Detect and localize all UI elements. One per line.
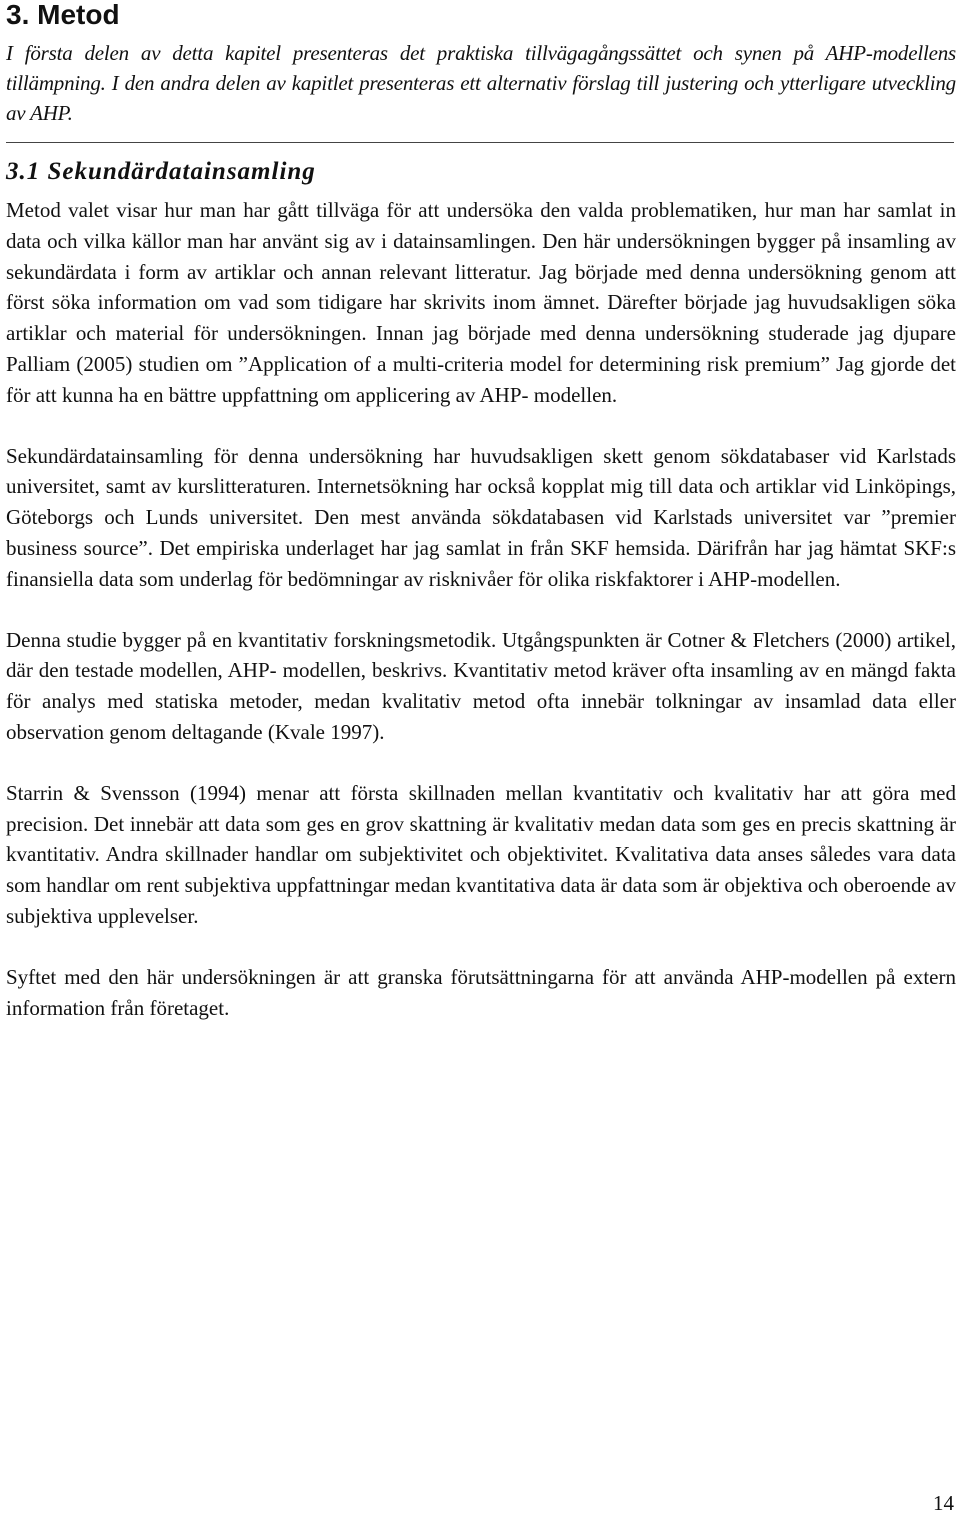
paragraph-quantitative-method: Denna studie bygger på en kvantitativ forskningsmetodik. Utgångspunkten är Cotner & Fletchers (2000) artikel, där den testade modellen, AHP- modellen, beskrivs. Kvantitativ metod kräver ofta insamling av en mängd fakta för analys med statiska metoder, medan kvalitativ metod ofta innebär tolkningar av insamlad data eller observation genom deltagande (Kvale 1997).	[6, 627, 956, 744]
chapter-title: 3. Metod	[6, 0, 120, 30]
page-number: 14	[933, 1491, 954, 1515]
paragraph-data-sources: Sekundärdatainsamling för denna undersökning har huvudsakligen skett genom sökdatabaser vid Karlstads universitet, samt av kurslitteraturen. Internetsökning har också kopplat mig till data och artiklar vid Linköpings, Göteborgs och Lunds universitet. Den mest använda sökdatabasen vid Karlstads universitet var ”premier business source”. Det empiriska underlaget har jag samlat in från SKF hemsida. Därifrån har jag hämtat SKF:s finansiella data som underlag för bedömningar av risknivåer för olika riskfaktorer i AHP-modellen.	[6, 443, 956, 591]
section-divider	[6, 142, 954, 143]
paragraph-purpose: Syftet med den här undersökningen är att granska förutsättningarna för att använda AHP-modellen på extern information från företaget.	[6, 964, 956, 1020]
paragraph-method-choice: Metod valet visar hur man har gått tillväga för att undersöka den valda problematiken, hur man har samlat in data och vilka källor man har använt sig av i datainsamlingen. Den här undersökningen bygger på insamling av sekundärdata i form av artiklar och annan relevant litteratur. Jag började med denna undersökning genom att först söka information om vad som tidigare har skrivits inom ämnet. Därefter började jag huvudsakligen söka artiklar och material för undersökningen. Innan jag började med denna undersökning studerade jag djupare Palliam (2005) studien om ”Application of a multi-criteria model for determining risk premium” Jag gjorde det för att kunna ha en bättre uppfattning om applicering av AHP- modellen.	[6, 198, 956, 407]
document-page	[6, 0, 956, 1023]
paragraph-precision: Starrin & Svensson (1994) menar att första skillnaden mellan kvantitativ och kvalitativ har att göra med precision. Det innebär att data som ges en grov skattning är kvalitativ medan data som ges en precis skattning är kvantitativ. Andra skillnader handlar om subjektivitet och objektivitet. Kvalitativa data anses således vara data som handlar om rent subjektiva uppfattningar medan kvantitativa data är data som är objektiva och oberoende av subjektiva upplevelser.	[6, 780, 956, 928]
chapter-intro: I första delen av detta kapitel presenteras det praktiska tillvägagångssättet och synen på AHP-modellens tillämpning. I den andra delen av kapitlet presenteras ett alternativ förslag till justering och ytterligare utveckling av AHP.	[6, 41, 956, 125]
section-title: 3.1 Sekundärdatainsamling	[6, 158, 316, 185]
